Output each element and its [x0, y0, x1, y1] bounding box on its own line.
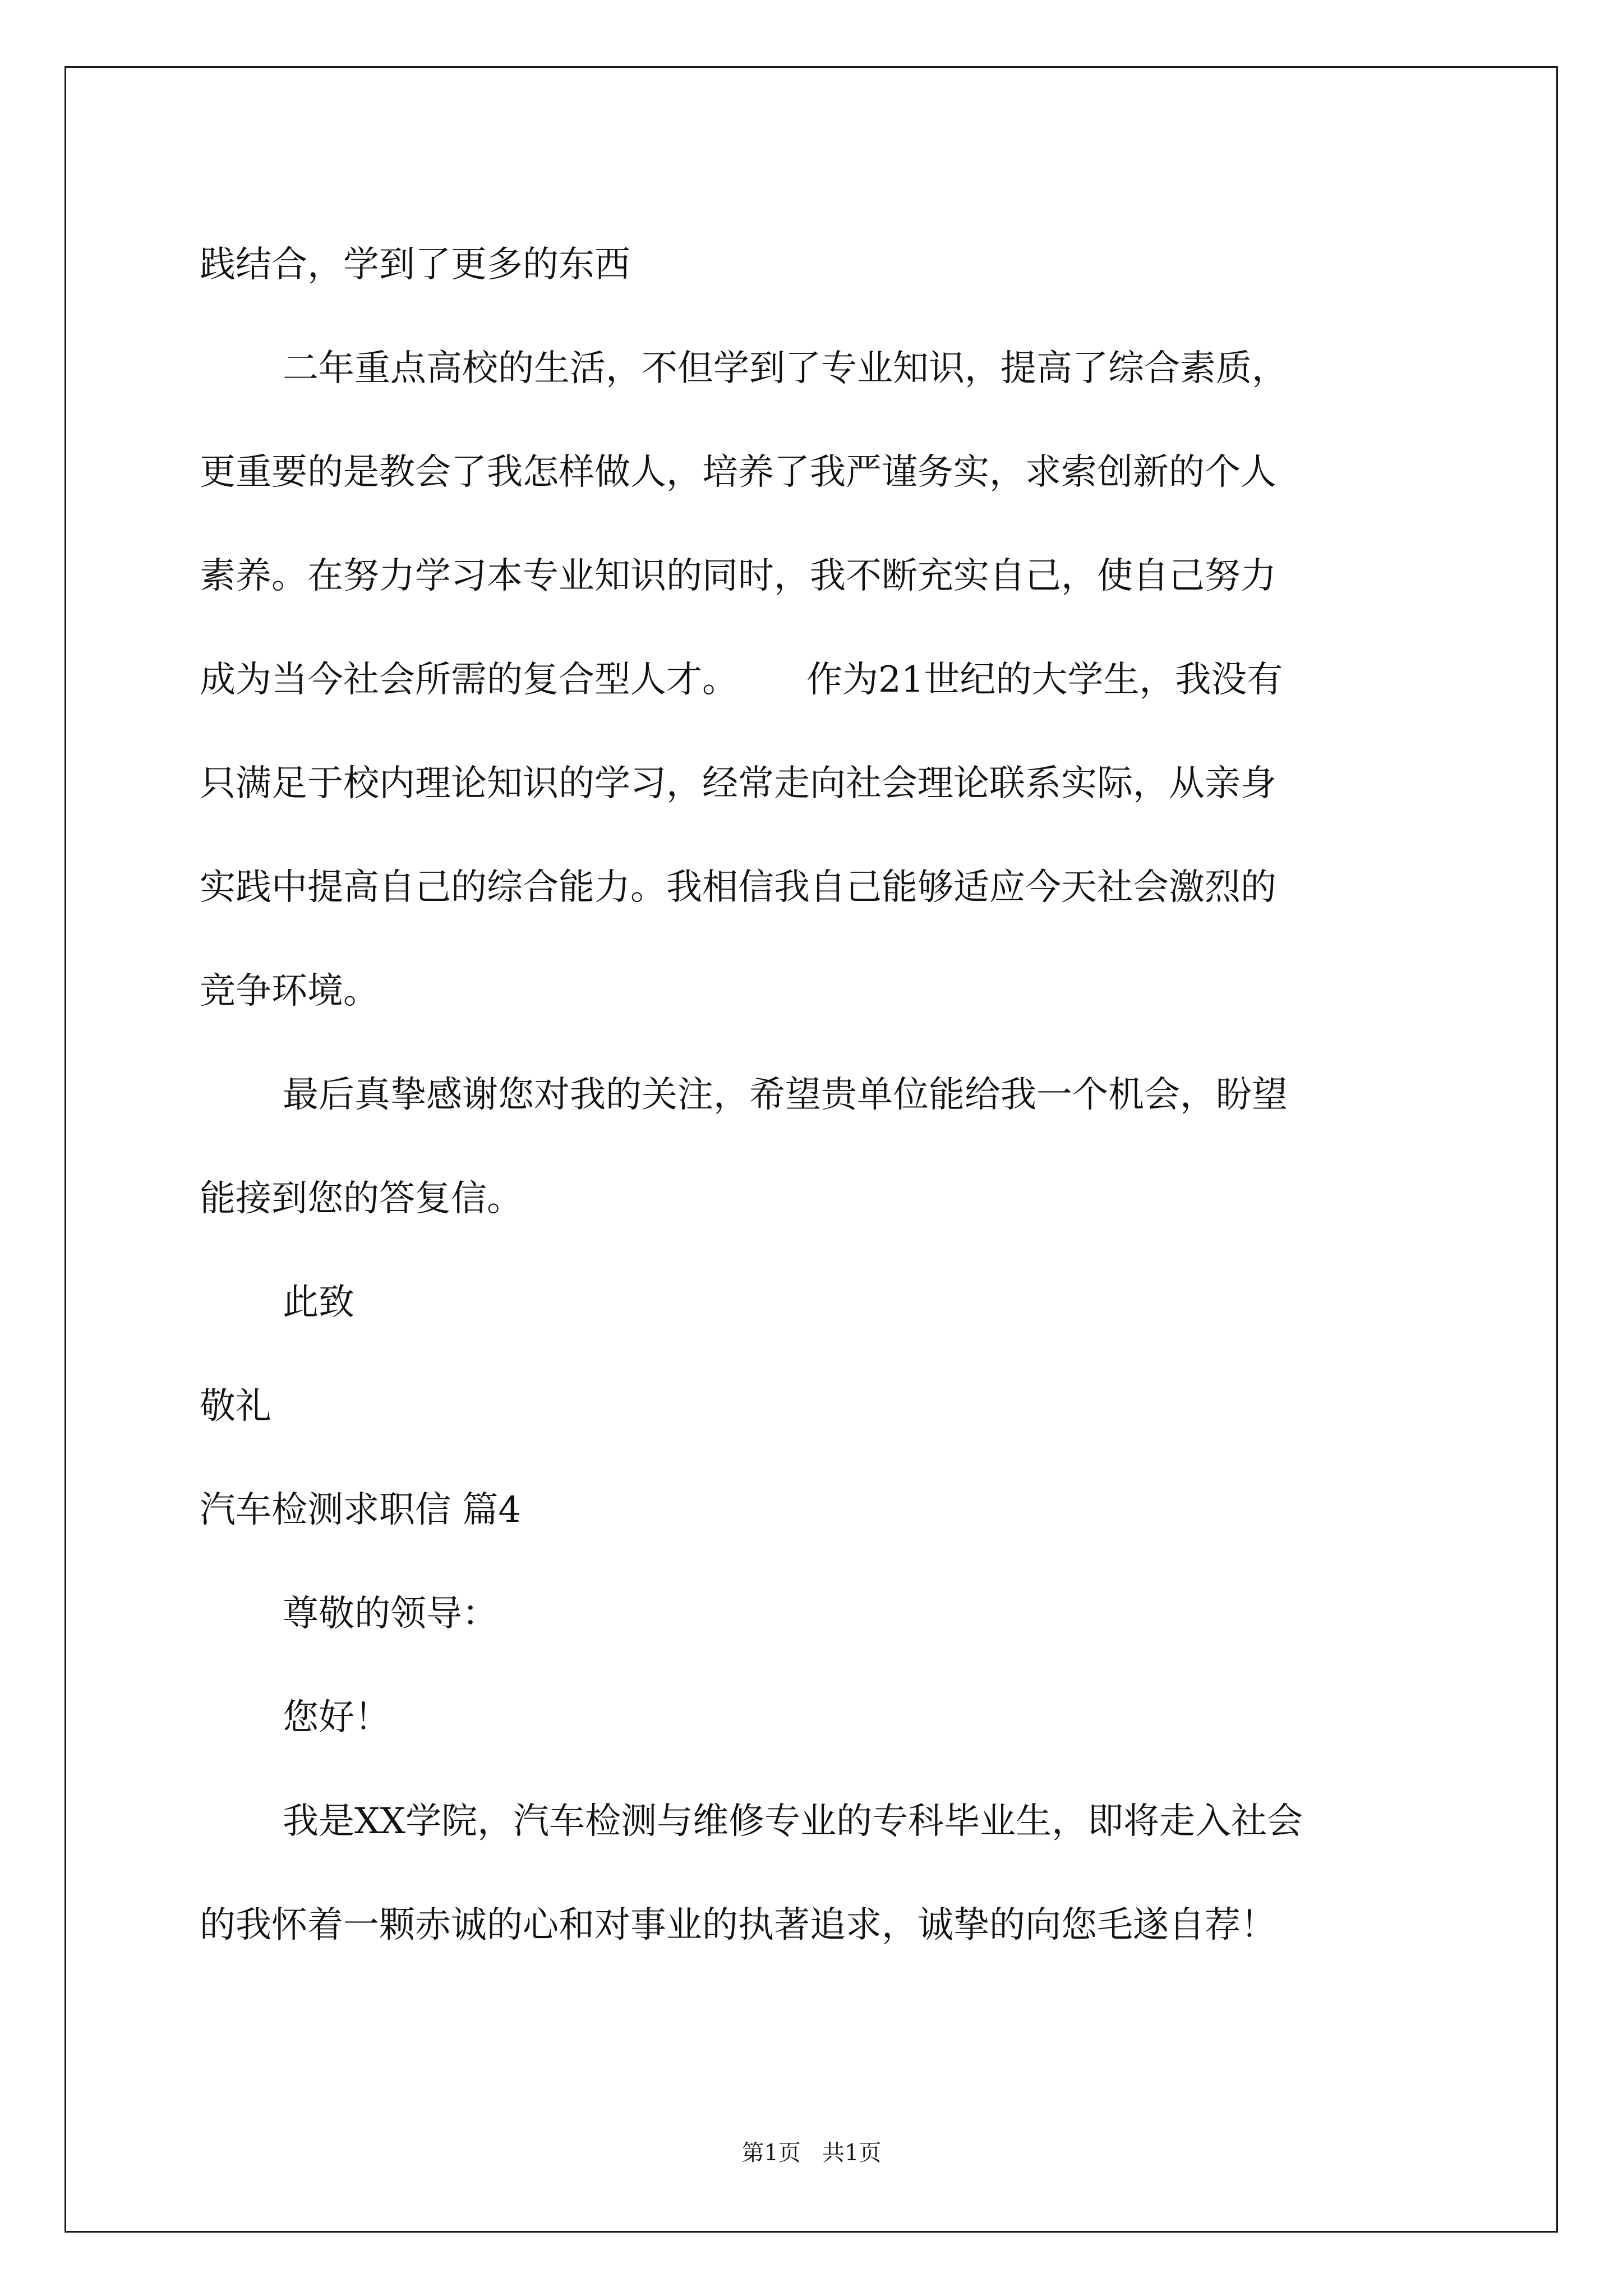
section-heading: 汽车检测求职信 篇4: [200, 1489, 522, 1531]
text-line: 竞争环境。: [200, 970, 379, 1012]
greeting-line: 尊敬的领导：: [283, 1593, 498, 1635]
text-line: 二年重点高校的生活，不但学到了专业知识，提高了综合素质，: [283, 348, 1288, 389]
greeting-line: 您好！: [283, 1697, 390, 1738]
text-line: 最后真挚感谢您对我的关注，希望贵单位能给我一个机会，盼望: [283, 1074, 1288, 1116]
text-line: 践结合，学到了更多的东西: [200, 244, 630, 286]
page-footer: 第1页 共1页: [741, 2140, 882, 2166]
text-line: 成为当今社会所需的复合型人才。 作为21世纪的大学生，我没有: [200, 659, 1283, 701]
text-line: 的我怀着一颗赤诚的心和对事业的执著追求，诚挚的向您毛遂自荐！: [200, 1904, 1276, 1946]
closing-line: 敬礼: [200, 1386, 271, 1427]
document-body: [200, 213, 1433, 1977]
salutation-line: 此致: [283, 1282, 354, 1323]
text-line: 素养。在努力学习本专业知识的同时，我不断充实自己，使自己努力: [200, 555, 1276, 597]
text-line: 实践中提高自己的综合能力。我相信我自己能够适应今天社会激烈的: [200, 867, 1276, 908]
text-line: 更重要的是教会了我怎样做人，培养了我严谨务实，求索创新的个人: [200, 452, 1276, 493]
text-line: 我是XX学院，汽车检测与维修专业的专科毕业生，即将走入社会: [283, 1801, 1303, 1842]
text-line: 能接到您的答复信。: [200, 1178, 523, 1220]
text-line: 只满足于校内理论知识的学习，经常走向社会理论联系实际，从亲身: [200, 763, 1276, 804]
